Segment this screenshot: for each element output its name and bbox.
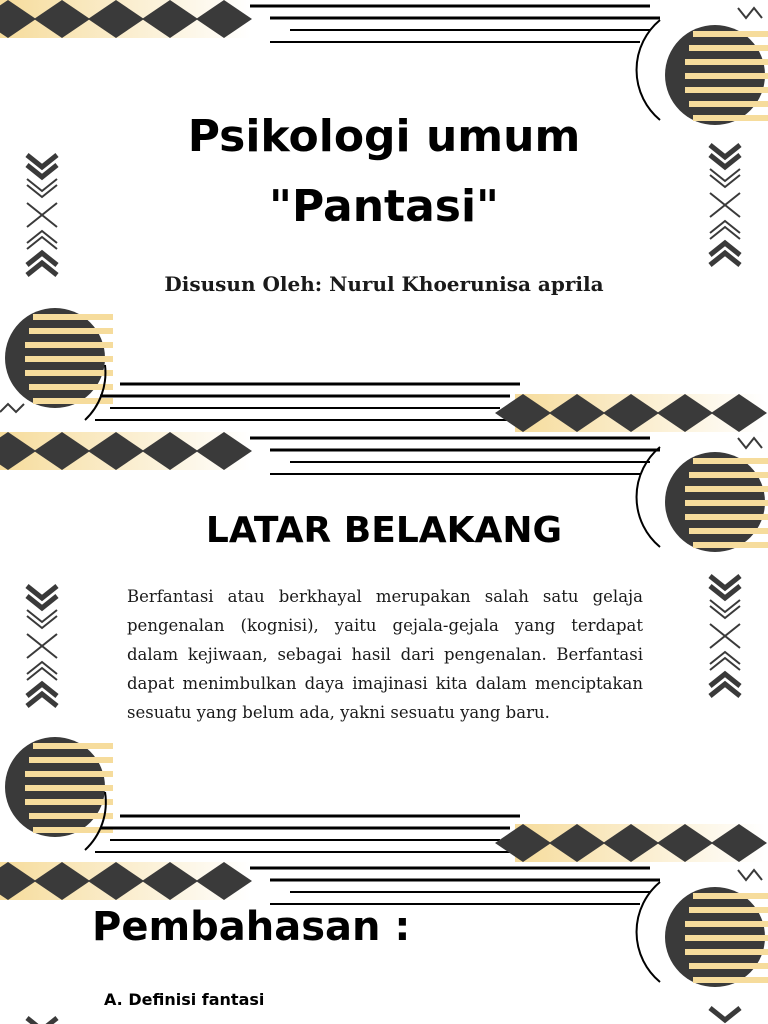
- author-line: Disusun Oleh: Nurul Khoerunisa aprila: [164, 272, 604, 296]
- background-paragraph: Berfantasi atau berkhayal merupakan salah satu gelaja pengenalan (kognisi), yaitu gejala-gejala yang terdapat dalam kejiwaan, sebagai hasil dari pengenalan. Berfantasi dapat menimbulkan daya imajinasi kita dalam menciptakan sesuatu yang belum ada, yakni sesuatu yang baru.: [127, 587, 643, 722]
- discussion-heading: Pembahasan :: [92, 904, 411, 950]
- definition-subheading: A. Definisi fantasi: [104, 990, 265, 1009]
- title-line-1: Psikologi umum: [187, 111, 581, 162]
- slide-title: [0, 0, 768, 432]
- title-line-2: "Pantasi": [269, 181, 499, 232]
- slide-background: [0, 432, 768, 864]
- slide-discussion: [0, 862, 768, 1024]
- section-heading: LATAR BELAKANG: [205, 510, 563, 551]
